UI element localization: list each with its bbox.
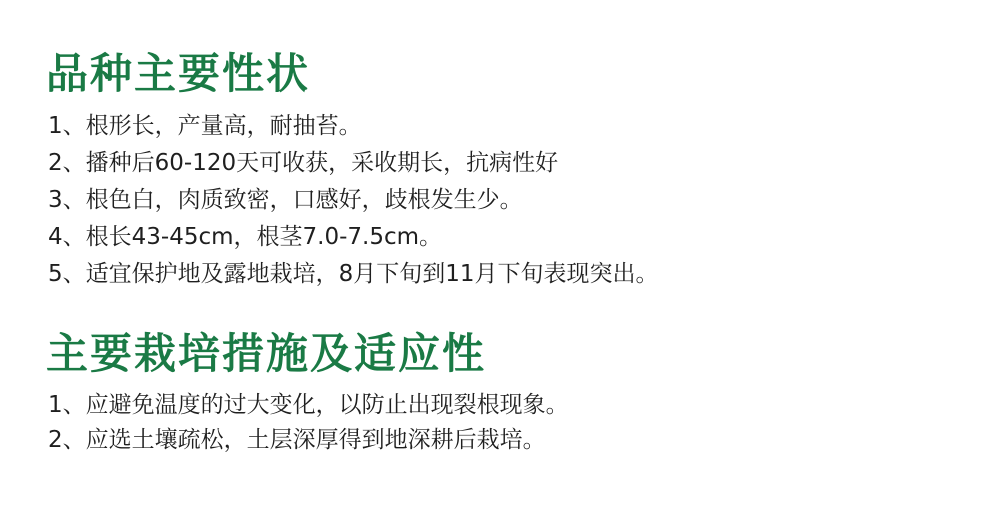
list-item: 2、应选土壤疏松，土层深厚得到地深耕后栽培。 bbox=[48, 427, 546, 453]
list-item: 4、根长43-45cm，根茎7.0-7.5cm。 bbox=[48, 224, 443, 250]
list-item: 1、应避免温度的过大变化，以防止出现裂根现象。 bbox=[48, 392, 569, 418]
section-title-cultivation: 主要栽培措施及适应性 bbox=[46, 329, 487, 378]
cultivation-list bbox=[48, 388, 569, 458]
section-title-traits: 品种主要性状 bbox=[46, 49, 311, 98]
list-item: 2、播种后60-120天可收获，采收期长，抗病性好 bbox=[48, 150, 559, 176]
traits-list bbox=[48, 108, 659, 293]
list-item: 5、适宜保护地及露地栽培，8月下旬到11月下旬表现突出。 bbox=[48, 261, 659, 287]
list-item: 1、根形长，产量高，耐抽苔。 bbox=[48, 113, 362, 139]
list-item: 3、根色白，肉质致密，口感好，歧根发生少。 bbox=[48, 187, 523, 213]
